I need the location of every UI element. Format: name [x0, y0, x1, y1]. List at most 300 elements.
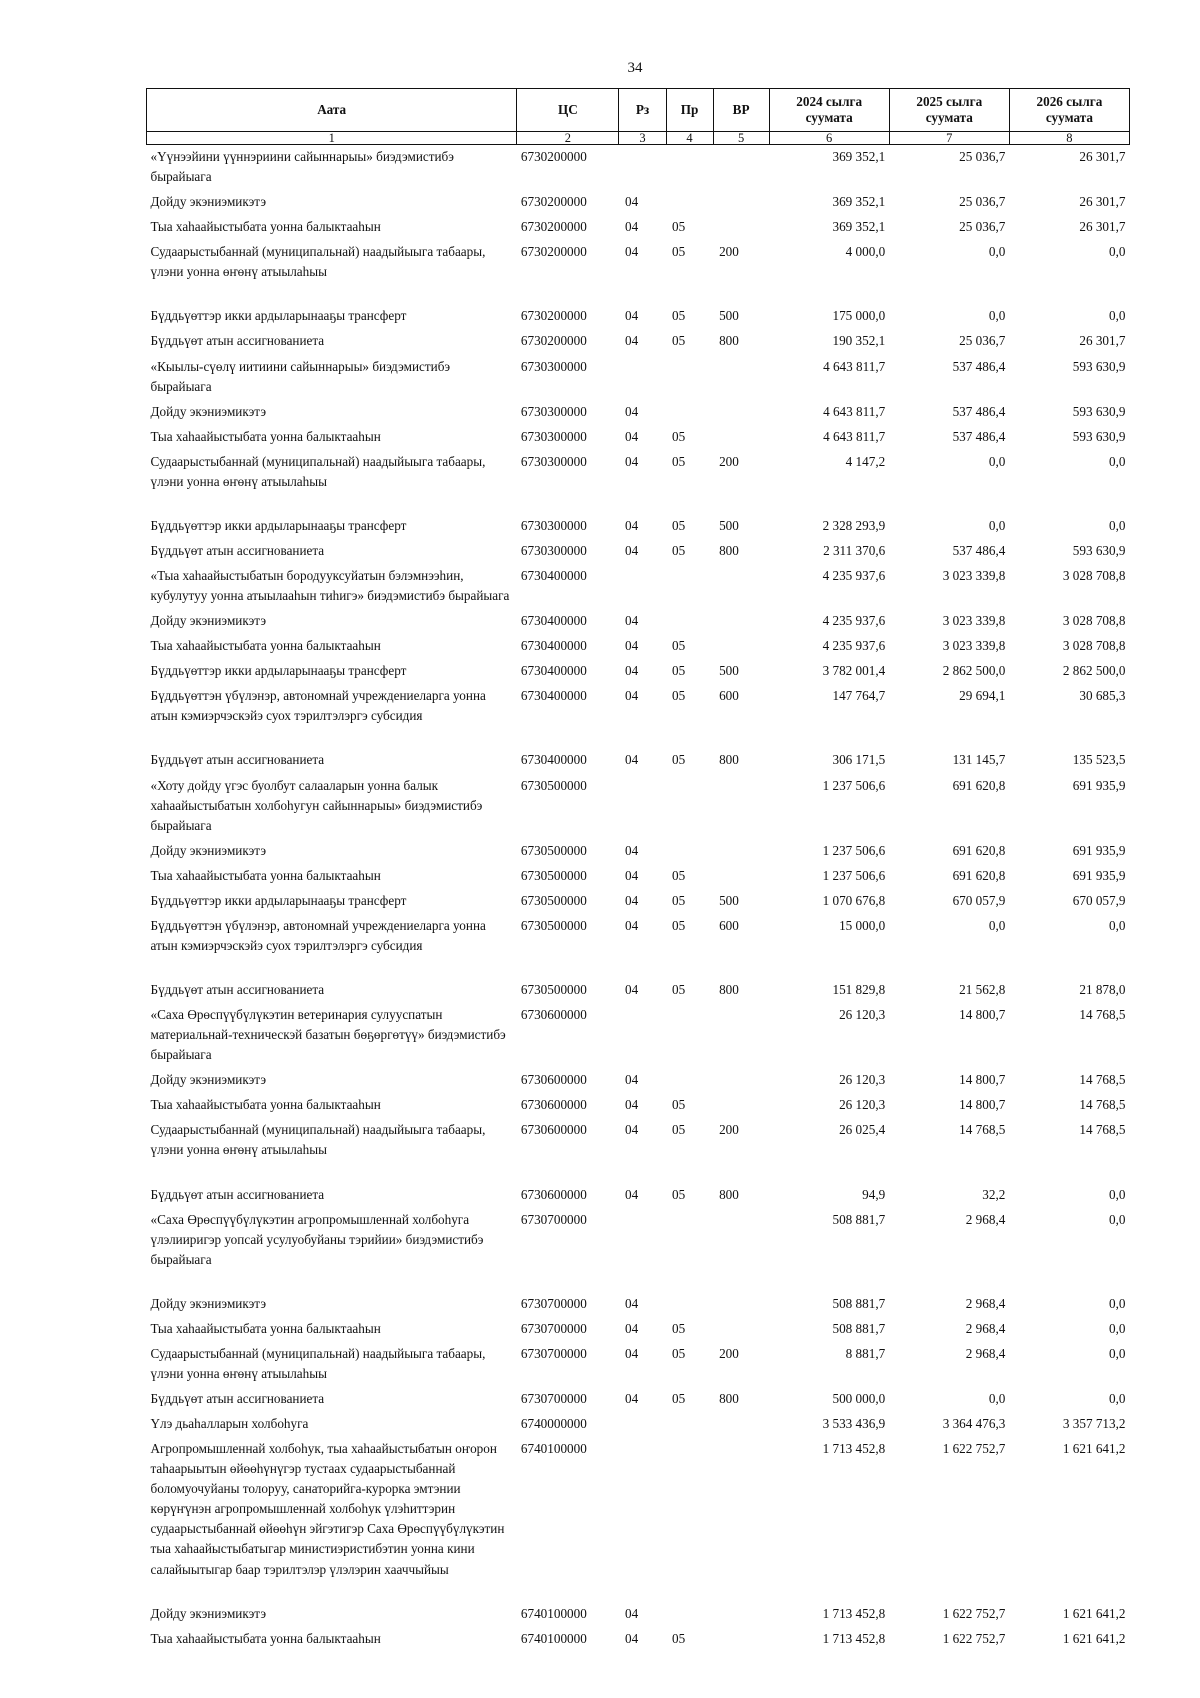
row-name-cell: Дойду экэниэмикэтэ — [150, 194, 267, 210]
row-pr-cell: 05 — [672, 688, 686, 704]
table-row — [147, 1208, 1130, 1292]
row-2024-cell: 306 171,5 — [832, 752, 886, 768]
column-header-rz: Рз — [619, 89, 666, 132]
row-2024-cell: 2 328 293,9 — [822, 517, 886, 533]
table-row — [147, 1003, 1130, 1068]
row-2026-cell: 691 935,9 — [1072, 867, 1126, 883]
row-vr-cell: 800 — [719, 333, 739, 349]
row-pr-cell — [666, 609, 713, 634]
row-pr-cell: 05 — [672, 308, 686, 324]
row-name-cell: Дойду экэниэмикэтэ — [150, 1295, 267, 1311]
row-rz-cell: 04 — [624, 1072, 639, 1088]
row-2024-cell: 4 235 937,6 — [822, 638, 886, 654]
row-cs-cell: 6730300000 — [520, 453, 587, 469]
row-2024-cell: 508 881,7 — [832, 1320, 886, 1336]
row-cs-cell: 6730400000 — [520, 568, 587, 583]
row-2026-cell: 0,0 — [1109, 1211, 1126, 1227]
table-row — [147, 329, 1130, 354]
table-row — [147, 514, 1130, 539]
row-2025-cell: 0,0 — [988, 1391, 1006, 1406]
row-2026-cell: 1 621 641,2 — [1062, 1605, 1126, 1621]
row-2025-cell: 1 622 752,7 — [942, 1605, 1006, 1621]
table-row — [147, 1118, 1130, 1182]
row-rz-cell: 04 — [624, 982, 639, 997]
table-header-row — [147, 89, 1130, 132]
row-2025-cell: 131 145,7 — [952, 752, 1006, 768]
row-cs-cell: 6730200000 — [520, 219, 587, 235]
row-2026-cell: 26 301,7 — [1079, 194, 1126, 210]
row-2025-cell: 537 486,4 — [952, 358, 1006, 374]
table-row — [147, 1317, 1130, 1342]
row-name-cell: Бүддьүөт атын ассигнованиета — [150, 333, 325, 349]
row-rz-cell: 04 — [624, 752, 639, 768]
row-2024-cell: 508 881,7 — [832, 1295, 886, 1311]
row-2024-cell: 369 352,1 — [832, 149, 886, 164]
table-body — [147, 145, 1130, 1652]
row-2024-cell: 147 764,7 — [832, 688, 886, 704]
row-name-cell: Дойду экэниэмикэтэ — [150, 1072, 267, 1088]
row-2026-cell: 14 768,5 — [1079, 1097, 1126, 1113]
row-vr-cell: 200 — [719, 244, 739, 260]
row-cs-cell: 6730600000 — [520, 1122, 587, 1138]
row-cs-cell: 6730200000 — [520, 308, 587, 324]
row-vr-cell: 800 — [719, 542, 739, 558]
table-row — [147, 978, 1130, 1003]
row-rz-cell: 04 — [624, 867, 639, 883]
table-row — [147, 400, 1130, 425]
row-name-cell: «Хоту дойду үгэс буолбут салааларын уонна балык хаһаайыстыбатын холбоһугун сайыннарыы» биэдэмистибэ бырайыага — [150, 777, 483, 833]
row-cs-cell: 6730500000 — [520, 982, 587, 997]
row-rz-cell — [619, 355, 666, 400]
row-name-cell: Тыа хаһаайыстыбата уонна балыктааһын — [150, 1097, 381, 1113]
row-2026-cell: 0,0 — [1109, 1345, 1126, 1361]
table-row — [147, 684, 1130, 748]
row-pr-cell: 05 — [672, 1345, 686, 1361]
column-header-2026: 2026 сылга суумата — [1009, 89, 1129, 132]
row-name-cell: Тыа хаһаайыстыбата уонна балыктааһын — [150, 428, 381, 444]
row-2026-cell: 593 630,9 — [1072, 428, 1126, 444]
row-rz-cell: 04 — [624, 1345, 639, 1361]
row-cs-cell: 6730700000 — [520, 1211, 587, 1227]
row-2026-cell: 0,0 — [1109, 308, 1126, 324]
column-header-vr: ВР — [713, 89, 769, 132]
row-pr-cell: 05 — [672, 1186, 686, 1202]
row-2026-cell: 0,0 — [1109, 1320, 1126, 1336]
row-vr-cell: 500 — [719, 892, 739, 908]
row-2024-cell: 369 352,1 — [832, 194, 886, 210]
row-vr-cell — [713, 1437, 769, 1601]
row-2025-cell: 3 364 476,3 — [942, 1416, 1006, 1432]
row-name-cell: «Саха Өрөспүүбүлүкэтин ветеринария сулууспатын материальнай-техническэй базатын бөҕөргөтүү» биэдэмистибэ бырайыага — [150, 1007, 506, 1063]
row-2026-cell: 26 301,7 — [1079, 149, 1126, 164]
row-2024-cell: 1 713 452,8 — [822, 1441, 886, 1457]
row-2024-cell: 3 782 001,4 — [822, 663, 886, 679]
row-2025-cell: 14 768,5 — [959, 1122, 1006, 1138]
table-row — [147, 889, 1130, 914]
row-pr-cell — [666, 145, 713, 191]
row-2026-cell: 3 028 708,8 — [1062, 568, 1126, 583]
row-2024-cell: 1 237 506,6 — [822, 867, 886, 883]
row-cs-cell: 6730300000 — [520, 428, 587, 444]
row-cs-cell: 6730500000 — [520, 842, 587, 858]
row-cs-cell: 6730600000 — [520, 1097, 587, 1113]
row-2026-cell: 0,0 — [1109, 1295, 1126, 1311]
row-2026-cell: 1 621 641,2 — [1062, 1630, 1126, 1646]
row-cs-cell: 6730200000 — [520, 333, 587, 349]
row-2026-cell: 670 057,9 — [1072, 892, 1126, 908]
row-name-cell: Бүддьүөт атын ассигнованиета — [150, 752, 325, 768]
row-pr-cell: 05 — [672, 917, 686, 933]
row-2025-cell: 691 620,8 — [952, 867, 1006, 883]
row-rz-cell: 04 — [624, 308, 639, 324]
row-rz-cell: 04 — [624, 244, 639, 260]
row-cs-cell: 6730400000 — [520, 688, 587, 704]
row-name-cell: Тыа хаһаайыстыбата уонна балыктааһын — [150, 867, 381, 883]
row-name-cell: Бүддьүөт атын ассигнованиета — [150, 1391, 325, 1406]
row-name-cell: Бүддьүөт атын ассигнованиета — [150, 1186, 325, 1202]
row-2026-cell: 1 621 641,2 — [1062, 1441, 1126, 1457]
row-2026-cell: 21 878,0 — [1079, 982, 1126, 997]
column-number: 3 — [619, 132, 666, 145]
row-cs-cell: 6730300000 — [520, 358, 587, 374]
row-2025-cell: 25 036,7 — [959, 149, 1006, 164]
row-vr-cell: 500 — [719, 663, 739, 679]
row-name-cell: Дойду экэниэмикэтэ — [150, 403, 267, 419]
row-rz-cell: 04 — [624, 688, 639, 704]
row-vr-cell — [713, 215, 769, 240]
row-vr-cell — [713, 564, 769, 609]
table-row — [147, 215, 1130, 240]
row-2024-cell: 1 237 506,6 — [822, 777, 886, 793]
row-pr-cell: 05 — [672, 1630, 686, 1646]
row-name-cell: Судаарыстыбаннай (муниципальнай) наадыйыыга табаары, үлэни уонна өҥөнү атыылаһыы — [150, 1345, 486, 1381]
row-name-cell: Дойду экэниэмикэтэ — [150, 1605, 267, 1621]
row-rz-cell: 04 — [624, 638, 639, 654]
table-row — [147, 564, 1130, 609]
row-2024-cell: 1 070 676,8 — [822, 892, 886, 908]
row-2025-cell: 2 862 500,0 — [942, 663, 1006, 679]
row-pr-cell: 05 — [672, 1391, 686, 1406]
row-pr-cell: 05 — [672, 453, 686, 469]
row-pr-cell — [666, 1602, 713, 1627]
table-row — [147, 425, 1130, 450]
row-vr-cell: 800 — [719, 982, 739, 997]
row-2026-cell: 26 301,7 — [1079, 333, 1126, 349]
row-rz-cell: 04 — [624, 219, 639, 235]
row-vr-cell — [713, 609, 769, 634]
row-vr-cell — [713, 1412, 769, 1437]
row-rz-cell: 04 — [624, 1097, 639, 1113]
row-vr-cell — [713, 634, 769, 659]
row-2025-cell: 14 800,7 — [959, 1072, 1006, 1088]
row-vr-cell — [713, 1602, 769, 1627]
row-2026-cell: 0,0 — [1109, 244, 1126, 260]
row-name-cell: Судаарыстыбаннай (муниципальнай) наадыйыыга табаары, үлэни уонна өҥөнү атыылаһыы — [150, 453, 486, 489]
row-cs-cell: 6730700000 — [520, 1320, 587, 1336]
row-2026-cell: 0,0 — [1109, 453, 1126, 469]
row-2025-cell: 14 800,7 — [959, 1097, 1006, 1113]
table-row — [147, 774, 1130, 839]
row-name-cell: Тыа хаһаайыстыбата уонна балыктааһын — [150, 219, 381, 235]
row-cs-cell: 6730400000 — [520, 663, 587, 679]
row-2025-cell: 32,2 — [982, 1186, 1006, 1202]
column-number: 8 — [1009, 132, 1129, 145]
column-number-row — [147, 132, 1130, 145]
row-pr-cell — [666, 774, 713, 839]
row-2024-cell: 4 000,0 — [845, 244, 886, 260]
row-2025-cell: 25 036,7 — [959, 194, 1006, 210]
row-vr-cell — [713, 1208, 769, 1292]
row-pr-cell — [666, 564, 713, 609]
row-2024-cell: 26 120,3 — [839, 1072, 886, 1088]
column-header-name: Аата — [147, 89, 517, 132]
row-cs-cell: 6730600000 — [520, 1007, 587, 1023]
row-2024-cell: 4 643 811,7 — [823, 403, 886, 419]
row-name-cell: Бүддьүөттэн үбүлэнэр, автономнай учреждениеларга уонна атын кэмиэрчэскэйэ суох тэрилтэлэргэ субсидия — [150, 917, 486, 953]
row-rz-cell: 04 — [624, 542, 639, 558]
table-row — [147, 748, 1130, 773]
row-pr-cell: 05 — [672, 1320, 686, 1336]
row-name-cell: Дойду экэниэмикэтэ — [150, 842, 267, 858]
table-row — [147, 609, 1130, 634]
row-2025-cell: 2 968,4 — [965, 1295, 1006, 1311]
row-vr-cell: 500 — [719, 517, 739, 533]
row-pr-cell: 05 — [672, 1122, 686, 1138]
row-2024-cell: 15 000,0 — [839, 917, 886, 933]
row-2024-cell: 1 713 452,8 — [822, 1605, 886, 1621]
row-pr-cell — [666, 1292, 713, 1317]
row-rz-cell: 04 — [624, 917, 639, 933]
row-vr-cell — [713, 400, 769, 425]
row-vr-cell: 800 — [719, 752, 739, 768]
row-name-cell: Бүддьүөттэр икки ардыларынааҕы трансферт — [150, 663, 407, 679]
row-2024-cell: 26 120,3 — [839, 1097, 886, 1113]
row-name-cell: Бүддьүөттэр икки ардыларынааҕы трансферт — [150, 892, 407, 908]
table-row — [147, 1093, 1130, 1118]
row-2025-cell: 0,0 — [988, 244, 1006, 260]
row-name-cell: Бүддьүөттэн үбүлэнэр, автономнай учреждениеларга уонна атын кэмиэрчэскэйэ суох тэрилтэлэргэ субсидия — [150, 688, 486, 724]
row-name-cell: «Үүнээйини үүннэриини сайыннарыы» биэдэмистибэ бырайыага — [150, 149, 454, 185]
row-rz-cell: 04 — [624, 333, 639, 349]
table-row — [147, 659, 1130, 684]
row-vr-cell: 600 — [719, 688, 739, 704]
row-2024-cell: 4 643 811,7 — [823, 358, 886, 374]
row-2025-cell: 25 036,7 — [959, 219, 1006, 235]
table-row — [147, 839, 1130, 864]
row-pr-cell: 05 — [672, 428, 686, 444]
row-2024-cell: 3 533 436,9 — [822, 1416, 886, 1432]
table-row — [147, 864, 1130, 889]
row-2025-cell: 3 023 339,8 — [942, 638, 1006, 654]
row-cs-cell: 6730400000 — [520, 638, 587, 654]
column-header-2025: 2025 сылга суумата — [889, 89, 1009, 132]
table-row — [147, 240, 1130, 304]
row-2026-cell: 691 935,9 — [1072, 842, 1126, 858]
row-name-cell: «Саха Өрөспүүбүлүкэтин агропромышленнай холбоһуга үлэлииригэр уопсай усулуобуйаны тэрийии» биэдэмистибэ бырайыага — [150, 1211, 484, 1267]
row-2026-cell: 691 935,9 — [1072, 777, 1126, 793]
row-2025-cell: 14 800,7 — [959, 1007, 1006, 1023]
row-rz-cell: 04 — [624, 1630, 639, 1646]
row-cs-cell: 6730500000 — [520, 867, 587, 883]
column-number: 7 — [889, 132, 1009, 145]
row-2025-cell: 0,0 — [988, 453, 1006, 469]
row-pr-cell: 05 — [672, 542, 686, 558]
table-row — [147, 190, 1130, 215]
row-2025-cell: 29 694,1 — [959, 688, 1006, 704]
column-header-pr: Пр — [666, 89, 713, 132]
row-cs-cell: 6730300000 — [520, 517, 587, 533]
row-vr-cell — [713, 1068, 769, 1093]
row-rz-cell: 04 — [624, 453, 639, 469]
row-name-cell: Судаарыстыбаннай (муниципальнай) наадыйыыга табаары, үлэни уонна өҥөнү атыылаһыы — [150, 244, 486, 280]
row-2026-cell: 0,0 — [1109, 917, 1126, 933]
row-name-cell: Бүддьүөт атын ассигнованиета — [150, 982, 325, 997]
row-2025-cell: 537 486,4 — [952, 403, 1006, 419]
row-vr-cell — [713, 1627, 769, 1652]
table-row — [147, 304, 1130, 329]
row-rz-cell: 04 — [624, 194, 639, 210]
row-pr-cell — [666, 1412, 713, 1437]
row-pr-cell — [666, 839, 713, 864]
row-vr-cell — [713, 774, 769, 839]
row-2026-cell: 30 685,3 — [1079, 688, 1126, 704]
row-rz-cell — [619, 564, 666, 609]
row-2026-cell: 3 028 708,8 — [1062, 638, 1126, 654]
row-vr-cell: 600 — [719, 917, 739, 933]
row-vr-cell — [713, 864, 769, 889]
table-row — [147, 450, 1130, 514]
row-vr-cell — [713, 1003, 769, 1068]
column-number: 4 — [666, 132, 713, 145]
row-vr-cell — [713, 355, 769, 400]
column-number: 5 — [713, 132, 769, 145]
row-2026-cell: 14 768,5 — [1079, 1122, 1126, 1138]
row-2025-cell: 2 968,4 — [965, 1320, 1006, 1336]
table-row — [147, 1627, 1130, 1652]
page-number: 34 — [627, 60, 643, 76]
row-rz-cell: 04 — [624, 663, 639, 679]
row-2026-cell: 593 630,9 — [1072, 403, 1126, 419]
row-2025-cell: 537 486,4 — [952, 542, 1006, 558]
row-cs-cell: 6730700000 — [520, 1295, 587, 1311]
row-2024-cell: 1 237 506,6 — [822, 842, 886, 858]
row-2025-cell: 1 622 752,7 — [942, 1630, 1006, 1646]
row-cs-cell: 6730500000 — [520, 777, 587, 793]
row-2025-cell: 537 486,4 — [952, 428, 1006, 444]
row-name-cell: Дойду экэниэмикэтэ — [150, 613, 267, 629]
row-2024-cell: 175 000,0 — [832, 308, 886, 324]
row-rz-cell — [619, 145, 666, 191]
row-2024-cell: 4 643 811,7 — [823, 428, 886, 444]
row-pr-cell — [666, 400, 713, 425]
table-row — [147, 1342, 1130, 1387]
row-pr-cell: 05 — [672, 892, 686, 908]
row-2026-cell: 3 028 708,8 — [1062, 613, 1126, 629]
row-cs-cell: 6730300000 — [520, 542, 587, 558]
row-2024-cell: 26 025,4 — [839, 1122, 886, 1138]
row-name-cell: «Тыа хаһаайыстыбатын бородууксуйатын бэлэмнээһин, кубулутуу уонна атыылааһын тиһигэ» биэдэмистибэ бырайыага — [150, 568, 510, 604]
column-number: 6 — [769, 132, 889, 145]
row-cs-cell: 6730500000 — [520, 892, 587, 908]
row-rz-cell: 04 — [624, 1295, 639, 1311]
row-pr-cell: 05 — [672, 752, 686, 768]
row-2025-cell: 3 023 339,8 — [942, 568, 1006, 583]
row-2025-cell: 0,0 — [988, 308, 1006, 324]
row-2026-cell: 26 301,7 — [1079, 219, 1126, 235]
row-2025-cell: 670 057,9 — [952, 892, 1006, 908]
row-rz-cell: 04 — [624, 1122, 639, 1138]
row-cs-cell: 6730600000 — [520, 1186, 587, 1202]
row-cs-cell: 6740100000 — [520, 1630, 587, 1646]
row-rz-cell: 04 — [624, 842, 639, 858]
row-2026-cell: 2 862 500,0 — [1062, 663, 1126, 679]
row-2024-cell: 94,9 — [862, 1186, 886, 1202]
row-cs-cell: 6740100000 — [520, 1441, 587, 1457]
row-vr-cell — [713, 1093, 769, 1118]
row-pr-cell — [666, 1068, 713, 1093]
row-vr-cell — [713, 190, 769, 215]
table-row — [147, 1068, 1130, 1093]
table-row — [147, 145, 1130, 191]
row-vr-cell — [713, 1317, 769, 1342]
row-pr-cell: 05 — [672, 244, 686, 260]
row-2025-cell: 1 622 752,7 — [942, 1441, 1006, 1457]
row-name-cell: Агропромышленнай холбоһук, тыа хаһаайыстыбатын оҥорон таһаарыытын өйөөһүнүгэр тустаах судаарыстыбаннай боломуочуйаны толоруу, санаторийга-курорка эмтэнии көрүҥүнэн агропромышленнай холбоһук үлэһиттэрин судаарыстыбаннай өйөөһүн эйгэтигэр Саха Өрөспүүбүлүкэтин тыа хаһаайыстыбатыгар министиэристибэтин уонна кини салайыытыгар баар тэрилтэлэр үлэлэрин хааччыйыы — [150, 1441, 505, 1577]
row-pr-cell: 05 — [672, 333, 686, 349]
row-pr-cell: 05 — [672, 982, 686, 997]
row-pr-cell: 05 — [672, 219, 686, 235]
column-header-cs: ЦС — [517, 89, 619, 132]
row-2024-cell: 508 881,7 — [832, 1211, 886, 1227]
row-2025-cell: 2 968,4 — [965, 1345, 1006, 1361]
row-2024-cell: 151 829,8 — [832, 982, 886, 997]
row-2025-cell: 0,0 — [988, 517, 1006, 533]
row-rz-cell: 04 — [624, 892, 639, 908]
row-rz-cell: 04 — [624, 1605, 639, 1621]
row-cs-cell: 6740100000 — [520, 1605, 587, 1621]
row-pr-cell: 05 — [672, 638, 686, 654]
row-cs-cell: 6740000000 — [520, 1416, 587, 1432]
row-cs-cell: 6730600000 — [520, 1072, 587, 1088]
row-pr-cell — [666, 190, 713, 215]
row-name-cell: «Кыылы-сүөлү иитиини сайыннарыы» биэдэмистибэ бырайыага — [150, 358, 451, 394]
row-2024-cell: 500 000,0 — [832, 1391, 886, 1406]
row-name-cell: Тыа хаһаайыстыбата уонна балыктааһын — [150, 1630, 381, 1646]
row-2024-cell: 26 120,3 — [839, 1007, 886, 1023]
row-cs-cell: 6730700000 — [520, 1391, 587, 1406]
row-name-cell: Тыа хаһаайыстыбата уонна балыктааһын — [150, 638, 381, 654]
row-2024-cell: 1 713 452,8 — [822, 1630, 886, 1646]
row-rz-cell — [619, 1003, 666, 1068]
row-2026-cell: 0,0 — [1109, 1391, 1126, 1406]
row-rz-cell — [619, 774, 666, 839]
row-rz-cell: 04 — [624, 1320, 639, 1336]
row-vr-cell: 800 — [719, 1391, 739, 1406]
row-name-cell: Бүддьүөт атын ассигнованиета — [150, 542, 325, 558]
row-2025-cell: 21 562,8 — [959, 982, 1006, 997]
column-header-2024: 2024 сылга суумата — [769, 89, 889, 132]
row-2025-cell: 3 023 339,8 — [942, 613, 1006, 629]
row-rz-cell — [619, 1208, 666, 1292]
row-cs-cell: 6730300000 — [520, 403, 587, 419]
row-vr-cell — [713, 425, 769, 450]
row-2024-cell: 369 352,1 — [832, 219, 886, 235]
row-2026-cell: 3 357 713,2 — [1062, 1416, 1126, 1432]
table-row — [147, 355, 1130, 400]
row-2025-cell: 0,0 — [988, 917, 1006, 933]
row-vr-cell: 200 — [719, 1122, 739, 1138]
table-row — [147, 1387, 1130, 1412]
